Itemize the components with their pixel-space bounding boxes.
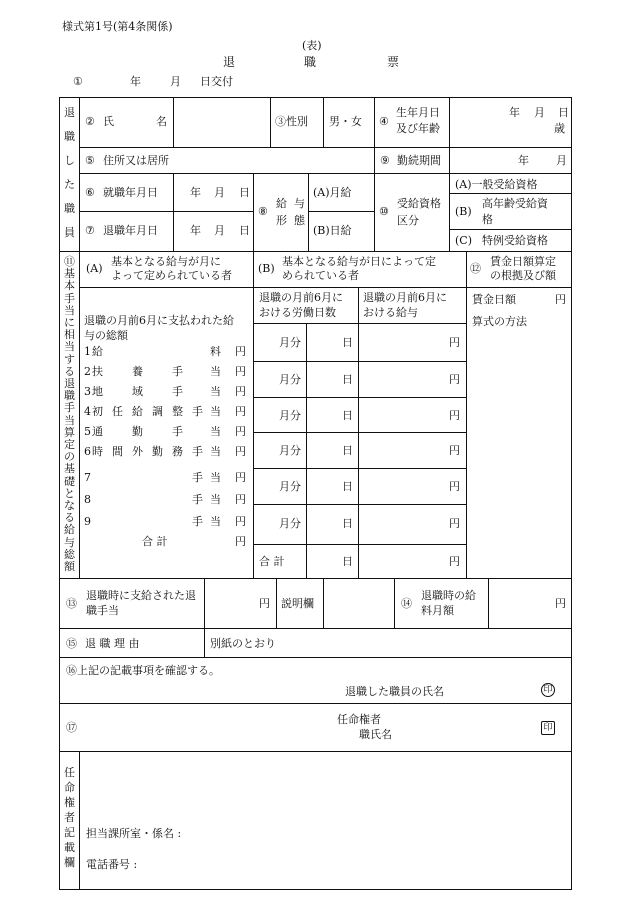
issue-number: ① bbox=[73, 75, 83, 88]
appointer-label-1: 任命権者 bbox=[337, 713, 381, 726]
salary-label-2: 料月額 bbox=[421, 604, 454, 617]
birth-day: 日 bbox=[558, 106, 569, 119]
pay-item[interactable]: 9 手 当 円 bbox=[84, 515, 246, 528]
name-label-b: 名 bbox=[156, 115, 167, 128]
severance-number: ⑬ bbox=[66, 597, 77, 610]
hire-month: 月 bbox=[214, 186, 225, 199]
wage-base-line2: の根拠及び額 bbox=[490, 269, 556, 282]
pay-form-label-a: 給 bbox=[276, 197, 287, 210]
day-row[interactable]: 月分 日 円 bbox=[279, 480, 460, 493]
pay-head-line2: おける給与 bbox=[363, 306, 418, 319]
department-label: 担当課所室・係名 : bbox=[86, 827, 182, 840]
qualification-elderly-mark[interactable]: (B) bbox=[455, 205, 472, 218]
issue-day: 日交付 bbox=[200, 75, 233, 88]
days-head-line2: おける労働日数 bbox=[259, 306, 336, 319]
day-total-row[interactable]: 合 計 日 円 bbox=[259, 555, 460, 568]
pay-item[interactable]: 8 手 当 円 bbox=[84, 493, 246, 506]
pay-item[interactable]: 4 初 任 給 調 整 手 当 円 bbox=[84, 405, 246, 418]
qualification-special: 特例受給資格 bbox=[482, 234, 548, 247]
qualification-label-2: 区分 bbox=[397, 214, 419, 227]
issue-year: 年 bbox=[130, 75, 141, 88]
appointer-label-2: 職氏名 bbox=[359, 728, 392, 741]
employee-name-label: 退職した職員の氏名 bbox=[345, 685, 444, 698]
address-label: 住所又は居所 bbox=[103, 154, 169, 167]
hire-day: 日 bbox=[239, 186, 250, 199]
section11-vertical-label: ⑪ 基 本 手 当 に 相 当 す る 退 職 手 当 算 定 の 基 礎 と な る 給 与 総 額 bbox=[64, 255, 75, 574]
pay-daily-option[interactable]: (B)日給 bbox=[313, 224, 352, 237]
wage-base-number: ⑫ bbox=[470, 262, 481, 275]
service-number: ⑨ bbox=[380, 154, 390, 167]
pay-form-label-c: 形 bbox=[276, 214, 287, 227]
birth-label-2: 及び年齢 bbox=[396, 122, 440, 135]
pay-item[interactable]: 5 通 勤 手 当 円 bbox=[84, 425, 246, 438]
reason-number: ⑮ bbox=[66, 637, 77, 650]
employee-vertical-label: 退 職 し た 職 員 bbox=[64, 106, 75, 239]
pay-form-label-d: 態 bbox=[294, 214, 305, 227]
employee-seal-icon[interactable]: 印 bbox=[541, 683, 555, 697]
side-label: (表) bbox=[302, 39, 322, 52]
title-char-2: 職 bbox=[304, 55, 317, 69]
address-number: ⑤ bbox=[85, 154, 95, 167]
severance-yen: 円 bbox=[259, 597, 270, 610]
monthly-total-line2: 与の総額 bbox=[84, 329, 128, 342]
note-field[interactable] bbox=[325, 580, 393, 627]
pay-item[interactable]: 6 時 間 外 勤 務 手 当 円 bbox=[84, 445, 246, 458]
age-unit: 歳 bbox=[554, 122, 565, 135]
name-label-a: 氏 bbox=[103, 115, 114, 128]
hire-year: 年 bbox=[190, 186, 201, 199]
day-row[interactable]: 月分 日 円 bbox=[279, 409, 460, 422]
appointer-number: ⑰ bbox=[66, 721, 77, 734]
qualification-label-1: 受給資格 bbox=[397, 197, 441, 210]
day-row[interactable]: 月分 日 円 bbox=[279, 373, 460, 386]
phone-label: 電話番号 : bbox=[86, 858, 138, 871]
salary-number: ⑭ bbox=[401, 597, 412, 610]
qualification-general[interactable]: (A)一般受給資格 bbox=[455, 178, 538, 191]
qualification-number: ⑩ bbox=[379, 205, 389, 218]
salary-yen: 円 bbox=[555, 597, 566, 610]
pay-item[interactable]: 1 給 料 円 bbox=[84, 345, 246, 358]
retire-year: 年 bbox=[190, 224, 201, 237]
monthly-wage-mark: (A) bbox=[86, 262, 103, 275]
form-number: 様式第1号(第4条関係) bbox=[62, 20, 173, 33]
day-row[interactable]: 月分 日 円 bbox=[279, 444, 460, 457]
pay-total[interactable]: 合 計 円 bbox=[142, 535, 246, 548]
pay-head-line1: 退職の月前6月に bbox=[363, 291, 447, 304]
wage-base-line1: 賃金日額算定 bbox=[490, 255, 556, 268]
sex-label: ③性別 bbox=[275, 115, 308, 128]
days-head-line1: 退職の月前6月に bbox=[259, 291, 343, 304]
service-year: 年 bbox=[518, 154, 529, 167]
reason-label: 退 職 理 由 bbox=[85, 637, 140, 650]
birth-number: ④ bbox=[379, 115, 389, 128]
daily-wage-mark: (B) bbox=[258, 262, 275, 275]
pay-item[interactable]: 3 地 域 手 当 円 bbox=[84, 385, 246, 398]
monthly-total-line1: 退職の月前6月に支払われた給 bbox=[84, 314, 234, 327]
birth-label-1: 生年月日 bbox=[396, 106, 440, 119]
pay-form-label-b: 与 bbox=[294, 197, 305, 210]
qualification-elderly-1: 高年齢受給資 bbox=[482, 197, 548, 210]
service-label: 勤続期間 bbox=[397, 154, 441, 167]
birth-year: 年 bbox=[509, 106, 520, 119]
issue-month: 月 bbox=[170, 75, 181, 88]
note-label: 説明欄 bbox=[281, 597, 314, 610]
title-char-3: 票 bbox=[387, 55, 400, 69]
day-row[interactable]: 月分 日 円 bbox=[279, 336, 460, 349]
monthly-wage-line2: よって定められている者 bbox=[111, 269, 232, 282]
pay-item[interactable]: 7 手 当 円 bbox=[84, 471, 246, 484]
retire-label: 退職年月日 bbox=[103, 224, 158, 237]
daily-wage-line2: められている者 bbox=[282, 269, 359, 282]
monthly-wage-line1: 基本となる給与が月に bbox=[111, 255, 221, 268]
retire-month: 月 bbox=[214, 224, 225, 237]
sex-value[interactable]: 男・女 bbox=[329, 115, 362, 128]
hire-label: 就職年月日 bbox=[103, 186, 158, 199]
name-field[interactable] bbox=[175, 99, 269, 146]
birth-month: 月 bbox=[534, 106, 545, 119]
name-number: ② bbox=[85, 115, 95, 128]
pay-monthly-option[interactable]: (A)月給 bbox=[313, 186, 352, 199]
retire-day: 日 bbox=[239, 224, 250, 237]
reason-value[interactable]: 別紙のとおり bbox=[210, 637, 276, 650]
daily-wage-line1: 基本となる給与が日によって定 bbox=[282, 255, 436, 268]
appointer-seal-icon[interactable]: 印 bbox=[541, 721, 555, 735]
appointer-notes-field[interactable] bbox=[81, 753, 570, 821]
wage-daily-yen: 円 bbox=[555, 293, 566, 306]
salary-label-1: 退職時の給 bbox=[421, 589, 476, 602]
severance-label-1: 退職時に支給された退 bbox=[86, 589, 196, 602]
hire-number: ⑥ bbox=[85, 186, 95, 199]
wage-daily-label: 賃金日額 bbox=[472, 293, 516, 306]
qualification-special-mark[interactable]: (C) bbox=[455, 234, 472, 247]
retire-number: ⑦ bbox=[85, 224, 95, 237]
address-field[interactable] bbox=[175, 149, 372, 172]
confirmation-text: ⑯上記の記載事項を確認する。 bbox=[66, 664, 220, 677]
appointer-vertical-label: 任 命 権 者 記 載 欄 bbox=[64, 766, 75, 869]
pay-item[interactable]: 2 扶 養 手 当 円 bbox=[84, 365, 246, 378]
pay-form-number: ⑧ bbox=[258, 205, 268, 218]
service-month: 月 bbox=[556, 154, 567, 167]
day-row[interactable]: 月分 日 円 bbox=[279, 517, 460, 530]
qualification-elderly-2: 格 bbox=[482, 213, 493, 226]
formula-label: 算式の方法 bbox=[472, 315, 527, 328]
severance-label-2: 職手当 bbox=[86, 604, 119, 617]
title-char-1: 退 bbox=[223, 55, 236, 69]
